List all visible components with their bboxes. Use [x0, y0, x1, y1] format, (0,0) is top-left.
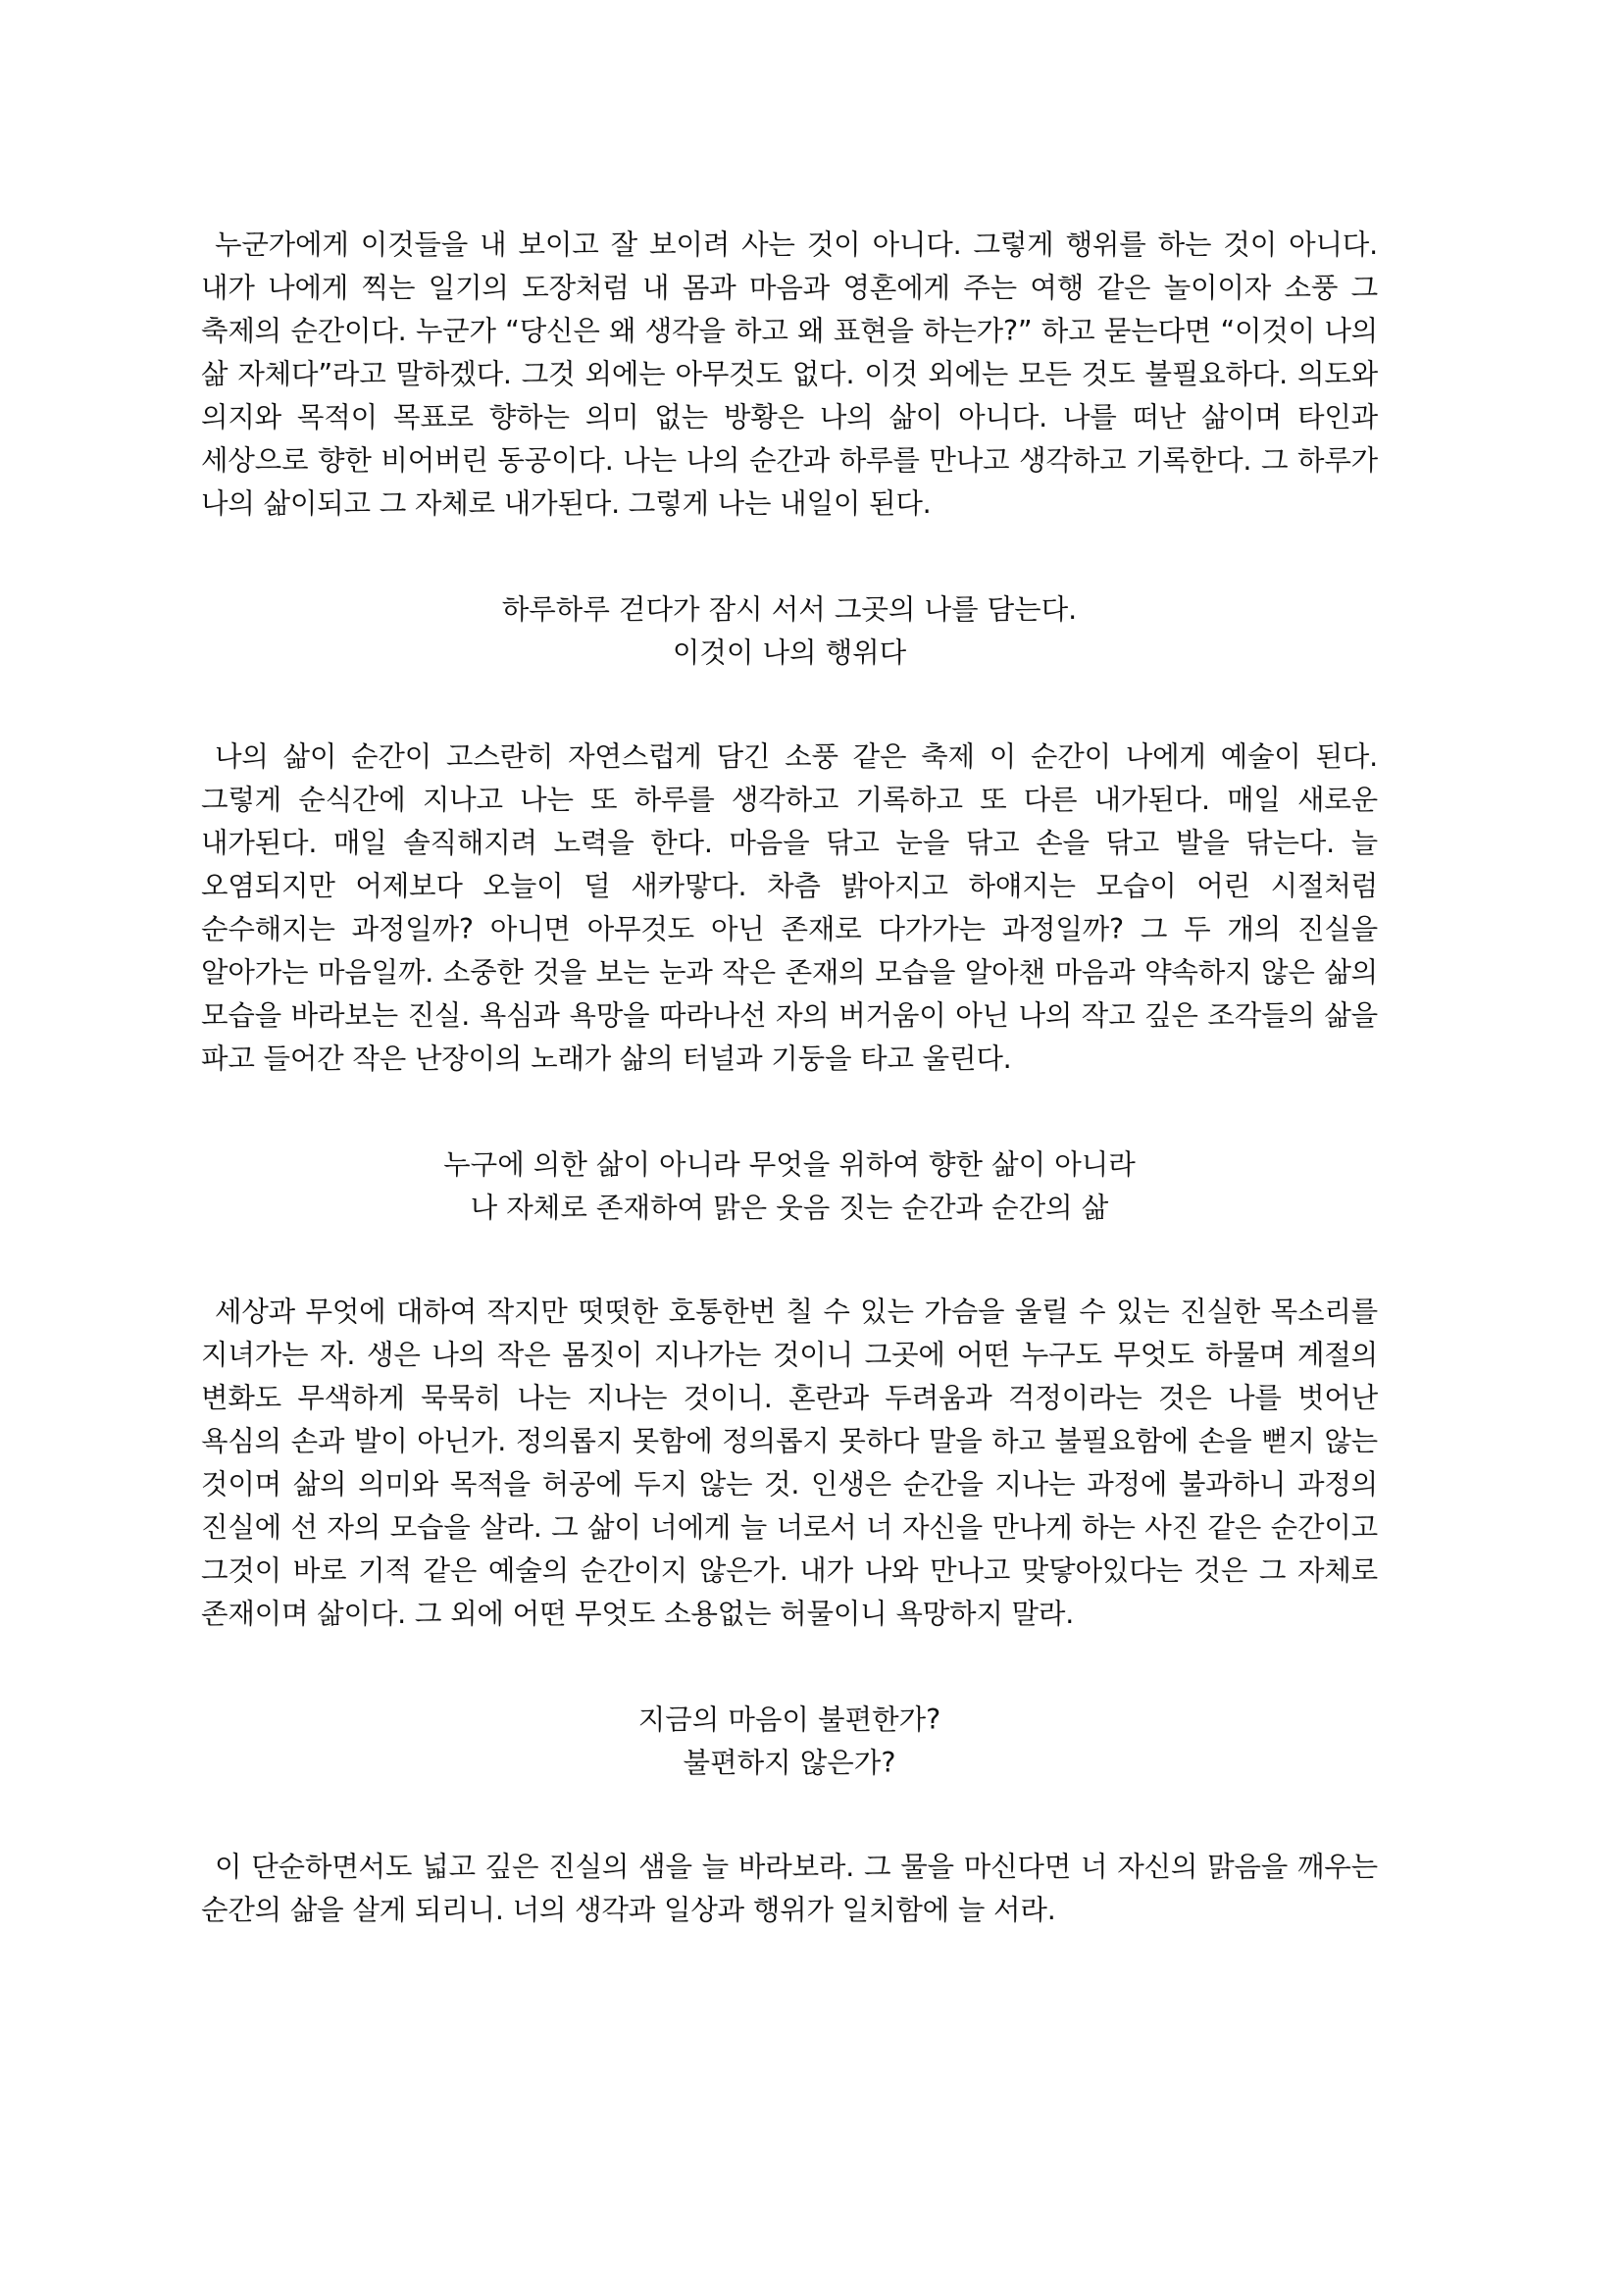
document-body [201, 224, 1378, 1932]
spacer [201, 1636, 1378, 1699]
paragraph-1: 누군가에게 이것들을 내 보이고 잘 보이려 사는 것이 아니다. 그렇게 행위를 하는 것이 아니다. 내가 나에게 찍는 일기의 도장처럼 내 몸과 마음과 영혼에게 주는 여행 같은 놀이이자 소풍 그 축제의 순간이다. 누군가 “당신은 왜 생각을 하고 왜 표현을 하는가?” 하고 묻는다면 “이것이 나의 삶 자체다”라고 말하겠다. 그것 외에는 아무것도 없다. 이것 외에는 모든 것도 불필요하다. 의도와 의지와 목적이 목표로 향하는 의미 없는 방황은 나의 삶이 아니다. 나를 떠난 삶이며 타인과 세상으로 향한 비어버린 동공이다. 나는 나의 순간과 하루를 만나고 생각하고 기록한다. 그 하루가 나의 삶이되고 그 자체로 내가된다. 그렇게 나는 내일이 된다. [201, 229, 1378, 520]
paragraph-2: 나의 삶이 순간이 고스란히 자연스럽게 담긴 소풍 같은 축제 이 순간이 나에게 예술이 된다. 그렇게 순식간에 지나고 나는 또 하루를 생각하고 기록하고 또 다른 내가된다. 매일 새로운 내가된다. 매일 솔직해지려 노력을 한다. 마음을 닦고 눈을 닦고 손을 닦고 발을 닦는다. 늘 오염되지만 어제보다 오늘이 덜 새카맣다. 차츰 밝아지고 하얘지는 모습이 어린 시절처럼 순수해지는 과정일까? 아니면 아무것도 아닌 존재로 다가가는 과정일까? 그 두 개의 진실을 알아가는 마음일까. 소중한 것을 보는 눈과 작은 존재의 모습을 알아챈 마음과 약속하지 않은 삶의 모습을 바라보는 진실. 욕심과 욕망을 따라나선 자의 버거움이 아닌 나의 작고 깊은 조각들의 삶을 파고 들어간 작은 난장이의 노래가 삶의 터널과 기둥을 타고 울린다. [201, 740, 1378, 1075]
verse-1 [201, 588, 1378, 675]
spacer [201, 526, 1378, 588]
verse-2-line-1: 누구에 의한 삶이 아니라 무엇을 위하여 향한 삶이 아니라 [443, 1148, 1136, 1181]
verse-2 [201, 1144, 1378, 1230]
spacer [201, 1081, 1378, 1144]
verse-2-line-2: 나 자체로 존재하여 맑은 웃음 짓는 순간과 순간의 삶 [470, 1192, 1109, 1224]
verse-3-line-2: 불편하지 않은가? [683, 1747, 896, 1779]
paragraph-4: 이 단순하면서도 넓고 깊은 진실의 샘을 늘 바라보라. 그 물을 마신다면 너 자신의 맑음을 깨우는 순간의 삶을 살게 되리니. 너의 생각과 일상과 행위가 일치함에 늘 서라. [201, 1851, 1378, 1926]
verse-3-line-1: 지금의 마음이 불편한가? [637, 1704, 941, 1736]
spacer [201, 1785, 1378, 1846]
paragraph-3: 세상과 무엇에 대하여 작지만 떳떳한 호통한번 칠 수 있는 가슴을 울릴 수 있는 진실한 목소리를 지녀가는 자. 생은 나의 작은 몸짓이 지나가는 것이니 그곳에 어떤 누구도 무엇도 하물며 계절의 변화도 무색하게 묵묵히 나는 지나는 것이니. 혼란과 두려움과 걱정이라는 것은 나를 벗어난 욕심의 손과 발이 아닌가. 정의롭지 못함에 정의롭지 못하다 말을 하고 불필요함에 손을 뻗지 않는 것이며 삶의 의미와 목적을 허공에 두지 않는 것. 인생은 순간을 지나는 과정에 불과하니 과정의 진실에 선 자의 모습을 살라. 그 삶이 너에게 늘 너로서 너 자신을 만나게 하는 사진 같은 순간이고 그것이 바로 기적 같은 예술의 순간이지 않은가. 내가 나와 만나고 맞닿아있다는 것은 그 자체로 존재이며 삶이다. 그 외에 어떤 무엇도 소용없는 허물이니 욕망하지 말라. [201, 1296, 1378, 1630]
spacer [201, 1230, 1378, 1291]
verse-1-line-2: 이것이 나의 행위다 [672, 636, 907, 669]
spacer [201, 675, 1378, 736]
verse-3 [201, 1699, 1378, 1785]
verse-1-line-1: 하루하루 걷다가 잠시 서서 그곳의 나를 담는다. [501, 593, 1078, 626]
